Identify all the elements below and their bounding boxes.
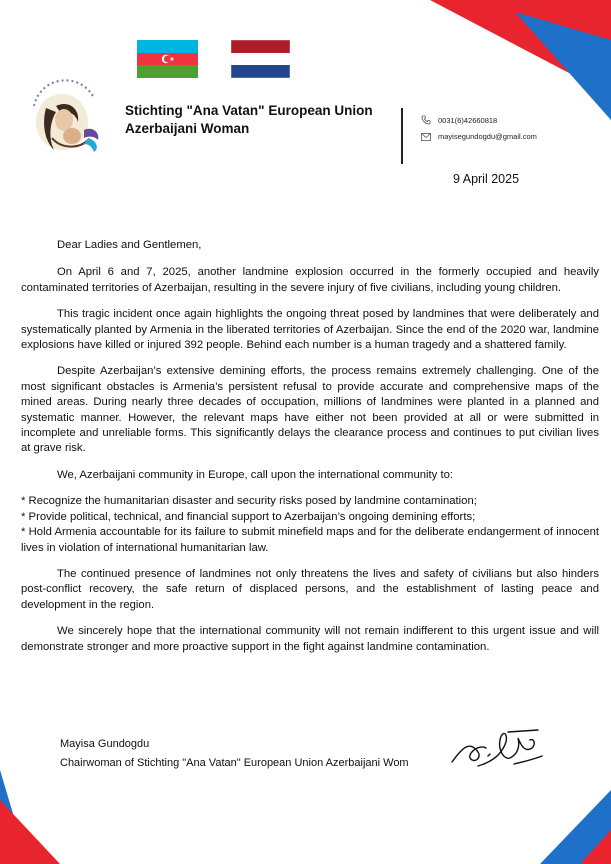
paragraph-6: We sincerely hope that the international community will not remain indifferent to this urgent issue and will demonstrate stronger and more proactive support in the fight against landmine contamination. [21,625,599,653]
envelope-icon [421,133,431,141]
mother-and-child-logo [22,78,108,156]
signatory-title: Chairwoman of Stichting "Ana Vatan" European Union Azerbaijani Wom [60,757,409,769]
top-right-corner-decoration [420,0,611,120]
header-divider [401,108,403,164]
bottom-right-corner-decoration [520,790,611,864]
email-address: mayisegundogdu@gmail.com [438,132,537,141]
paragraph-4: We, Azerbaijani community in Europe, call upon the international community to: [57,468,454,481]
letter-date: 9 April 2025 [453,172,520,186]
organization-name-line1: Stichting "Ana Vatan" European Union [125,103,373,118]
paragraph-3: Despite Azerbaijan’s extensive demining efforts, the process remains extremely challenging. One of the most significant obstacles is Armenia’s persistent refusal to provide accurate and comprehensive maps of the mined areas. During nearly three decades of occupation, millions of landmines were planted in a planned and systematic manner. However, the relevant maps have either not been provided at all or were submitted in incomplete and unreliable forms. This significantly delays the clearance process and continues to put civilian lives at grave risk. [21,365,599,455]
azerbaijan-flag [137,40,198,78]
letter-body [21,238,599,666]
demands-list [21,494,599,556]
bottom-left-corner-decoration [0,770,70,864]
salutation: Dear Ladies and Gentlemen, [57,239,202,251]
paragraph-2: This tragic incident once again highlights the ongoing threat posed by landmines that were deliberately and systematically planted by Armenia in the liberated territories of Azerbaijan. Since the end of the 2020 war, landmine explosions have killed or injured 392 people. Behind each number is a human tragedy and a shattered family. [21,308,599,352]
netherlands-flag [231,40,290,78]
paragraph-5: The continued presence of landmines not only threatens the lives and safety of civilians but also hinders post-conflict recovery, the safe return of displaced persons, and the establishment of lasting peace and development in the region. [21,567,599,611]
email-contact [421,132,537,141]
list-item: * Hold Armenia accountable for its failure to submit minefield maps and for the deliberate endangerment of innocent lives in violation of international humanitarian law. [21,526,599,554]
phone-number: 0031(6)42660818 [438,115,498,125]
phone-contact [421,115,497,125]
phone-icon [421,115,431,125]
signatory-name: Mayisa Gundogdu [60,738,150,750]
organization-name-line2: Azerbaijani Woman [125,121,250,136]
paragraph-1: On April 6 and 7, 2025, another landmine explosion occurred in the formerly occupied and heavily contaminated territories of Azerbaijan, resulting in the severe injury of five civilians, including young children. [21,266,599,294]
list-item: * Provide political, technical, and financial support to Azerbaijan’s ongoing demining efforts; [21,510,476,523]
organization-name [125,102,373,138]
list-item: * Recognize the humanitarian disaster and security risks posed by landmine contamination; [21,495,477,508]
handwritten-signature [448,718,548,778]
